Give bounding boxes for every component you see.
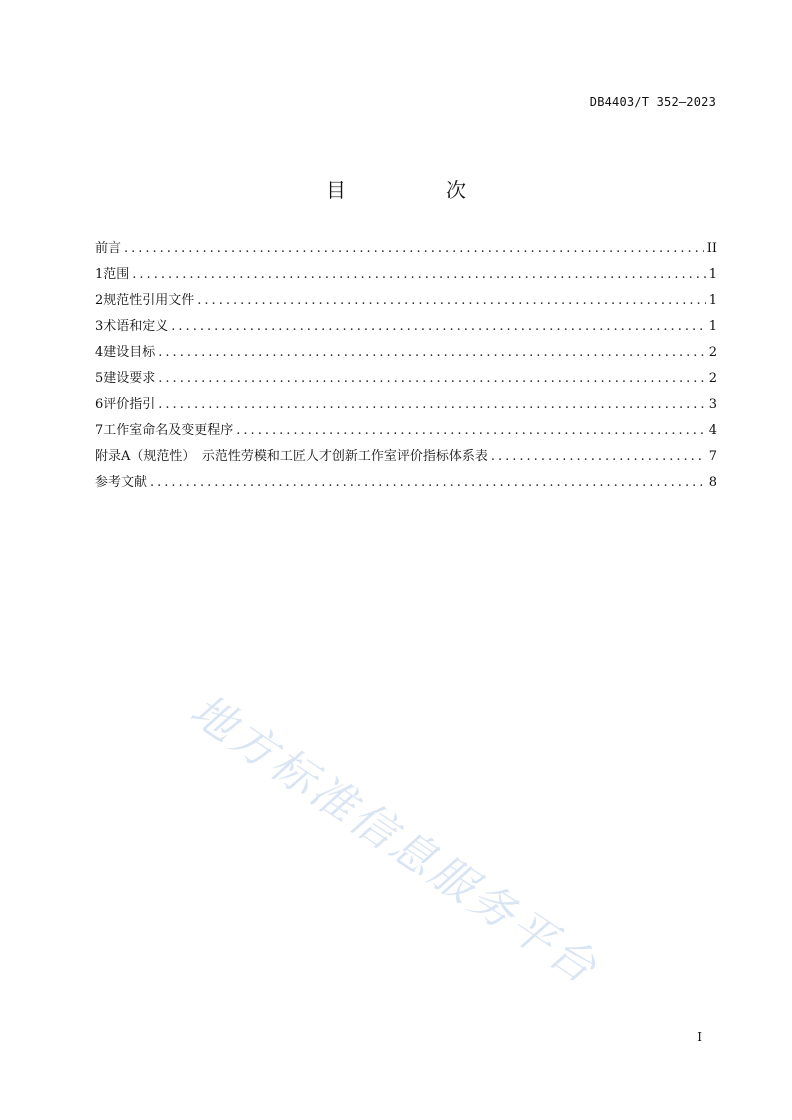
toc-label: 建设目标 xyxy=(103,345,156,360)
toc-label: 参考文献 xyxy=(95,475,148,490)
toc-leader xyxy=(150,470,706,496)
toc-entry-7[interactable] xyxy=(95,418,717,444)
toc-leader xyxy=(124,236,704,262)
watermark-text: 地方标准信息服务平台 xyxy=(181,684,608,996)
toc-label: 工作室命名及变更程序 xyxy=(103,423,234,438)
toc-leader xyxy=(171,314,705,340)
toc-entry-6[interactable] xyxy=(95,392,717,418)
toc-leader xyxy=(158,392,705,418)
page-number: I xyxy=(697,1030,702,1044)
toc-entry-4[interactable] xyxy=(95,340,717,366)
page-title: 目 次 xyxy=(326,178,506,202)
toc-label: 前言 xyxy=(95,241,122,256)
toc-entry-3[interactable] xyxy=(95,314,717,340)
toc-entry-appendix-a[interactable] xyxy=(95,444,717,470)
toc-section-number: 6 xyxy=(95,397,104,412)
toc-page-number: 4 xyxy=(708,423,717,438)
toc-entry-references[interactable] xyxy=(95,470,717,496)
toc-leader xyxy=(158,340,705,366)
toc-leader xyxy=(197,288,705,314)
toc-leader xyxy=(491,444,706,470)
toc-section-number: 4 xyxy=(95,345,104,360)
toc-section-number: 1 xyxy=(95,267,104,282)
toc-section-number: 3 xyxy=(95,319,104,334)
toc-label: 附录A（规范性） 示范性劳模和工匠人才创新工作室评价指标体系表 xyxy=(95,449,488,464)
toc-leader xyxy=(132,262,705,288)
toc-page-number: 7 xyxy=(708,449,717,464)
toc-section-number: 5 xyxy=(95,371,104,386)
toc-section-number: 7 xyxy=(95,423,104,438)
toc-page-number: 3 xyxy=(708,397,717,412)
standard-code: DB4403/T 352—2023 xyxy=(589,95,716,109)
toc-entry-2[interactable] xyxy=(95,288,717,314)
toc-page-number: 2 xyxy=(708,345,717,360)
toc-label: 范围 xyxy=(103,267,130,282)
toc-label: 规范性引用文件 xyxy=(103,293,195,308)
toc-entry-foreword[interactable] xyxy=(95,236,717,262)
toc-label: 评价指引 xyxy=(103,397,156,412)
toc-entry-5[interactable] xyxy=(95,366,717,392)
toc-page-number: 1 xyxy=(708,319,717,334)
toc-section-number: 2 xyxy=(95,293,104,308)
toc-leader xyxy=(158,366,705,392)
toc-page-number: 1 xyxy=(708,267,717,282)
toc-page-number: 8 xyxy=(708,475,717,490)
toc-leader xyxy=(236,418,705,444)
toc-page-number: 1 xyxy=(708,293,717,308)
toc-entry-1[interactable] xyxy=(95,262,717,288)
toc-label: 建设要求 xyxy=(103,371,156,386)
toc-page-number: 2 xyxy=(708,371,717,386)
table-of-contents xyxy=(95,236,717,496)
toc-page-number: II xyxy=(706,241,717,256)
toc-label: 术语和定义 xyxy=(103,319,169,334)
